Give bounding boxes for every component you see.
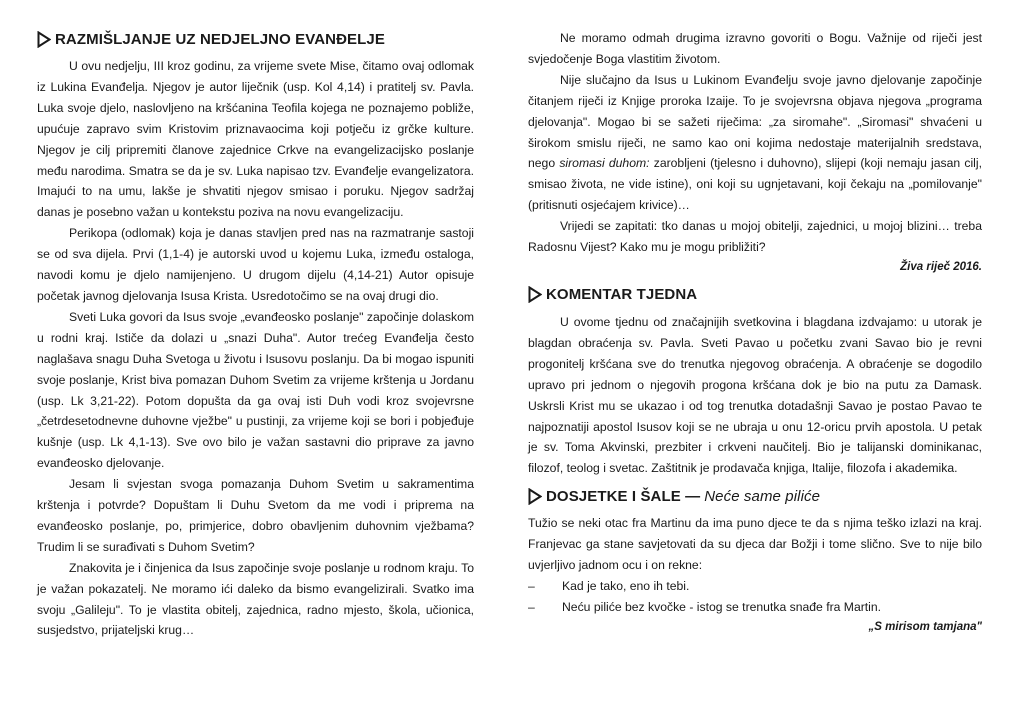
paragraph: Perikopa (odlomak) koja je danas stavljen pred nas na razmatranje sastoji se od sva dijela. Prvi (1,1-4) je autorski uvod u kojemu Luka, između ostaloga, navodi komu je djelo namijenjeno. U drugom dijelu (4,14-21) Autor opisuje početak javnog djelovanja Isusa Krista. Usredotočimo se na ovaj drugi dio. — [37, 226, 474, 303]
paragraph: Ne moramo odmah drugima izravno govoriti o Bogu. Važnije od riječi jest svjedočenje Boga vlastitim životom. — [528, 31, 982, 66]
paragraph: Jesam li svjestan svoga pomazanja Duhom Svetim u sakramentima krštenja i potvrde? Dopuštam li Duhu Svetom da me vodi i priprema na evanđeosko poslanje, po, primjerice, dobro obavljenim duhovnim vježbama? Trudim li se surađivati s Duhom Svetim? — [37, 477, 474, 554]
section-heading-weekly-comment — [528, 284, 982, 306]
heading-subtitle: Neće same piliće — [704, 487, 821, 505]
paragraph: Vrijedi se zapitati: tko danas u mojoj obitelji, zajednici, u mojoj blizini… treba Radosnu Vijest? Kako mu je mogu približiti? — [528, 219, 982, 255]
text-run: zarobljeni (tjelesno i duhovno), slijepi (koji nemaju jasan cilj, smisao života, ne vide istine), oni koji su ugnjetavani, koji čekaju na „pomilovanje" (pritisnuti osjećajem krivice)… — [528, 156, 982, 213]
paragraph — [528, 70, 982, 216]
dash-bullet: – — [528, 578, 535, 593]
triangle-right-icon — [528, 286, 542, 303]
dash-bullet: – — [528, 599, 535, 614]
left-column — [37, 28, 474, 641]
signature-source: Živa riječ 2016. — [900, 260, 982, 273]
heading-text: RAZMIŠLJANJE UZ NEDJELJNO EVANĐELJE — [55, 30, 385, 48]
triangle-right-icon — [37, 31, 51, 48]
signature-source: „S mirisom tamjana" — [868, 620, 982, 633]
heading-text: KOMENTAR TJEDNA — [546, 286, 698, 304]
text-run: Nije slučajno da Isus u Lukinom Evanđelju svoje javno djelovanje započinje čitanjem riječi iz Knjige proroka Izaije. To je svojevrsna objava njegova „programa djelovanja". Mogao bi se sažeti riječima: „za siromahe". „Siromasi" shvaćeni u širokom smislu riječi, ne samo kao oni kojima nedostaje materijalnih sredstava, nego — [528, 72, 982, 171]
triangle-right-icon — [528, 488, 542, 505]
list-item-text: Neću piliće bez kvočke - istog se trenutka snađe fra Martin. — [562, 599, 882, 614]
paragraph: Tužio se neki otac fra Martinu da ima puno djece te da s njima teško izlazi na kraj. Franjevac ga stane savjetovati da su djeca dar Božji i tome slično. Sve to nije bilo uvjerljivo jadnom ocu i on rekne: — [528, 516, 982, 573]
right-column — [528, 28, 982, 636]
paragraph: U ovu nedjelju, III kroz godinu, za vrijeme svete Mise, čitamo ovaj odlomak iz Lukina Evanđelja. Njegov je autor liječnik (usp. Kol 4,14) i pratitelj sv. Pavla. Luka svoje djelo, naslovljeno na kršćanina Teofila kojega ne poznajemo pobliže, upućuje zapravo svim Kristovim priznavaocima koji potječu iz grčke kulture. Njegov je cilj pripremiti članove zajednice Crkve na evangelizacijsko poslanje među narodima. Smatra se da je sv. Luka napisao tzv. Evanđelje evangelizatora. Imajući to na umu, lakše je shvatiti njegov smisao i poruku. Njegov sadržaj danas je posebno važan u kontekstu poziva na novu evangelizaciju. — [37, 59, 474, 220]
section-heading-jokes — [528, 485, 982, 507]
paragraph: Znakovita je i činjenica da Isus započinje svoje poslanje u rodnom kraju. To je važan pokazatelj. Ne moramo ići daleko da bismo evangelizirali. Svatko ima svoju „Galileju". To je vlastita obitelj, zajednica, radno mjesto, škola, učionica, susjedstvo, prijateljski krug… — [37, 560, 474, 638]
heading-text: DOSJETKE I ŠALE — — [546, 487, 701, 505]
italic-text: siromasi duhom: — [559, 156, 650, 171]
paragraph: U ovome tjednu od značajnijih svetkovina i blagdana izdvajamo: u utorak je blagdan obraćenja sv. Pavla. Sveti Pavao u početku zvani Savao bio je revni progonitelj kršćana sve do trenutka njegovog obraćenja. A obraćenje se dogodilo upravo pri jednom o njegovih progona kršćana dok je bio na putu za Damask. Uskrsli Krist mu se ukazao i od tog trenutka dotadašnji Savao je postao Pavao te najpoznatiji apostol Isusov koji se ne ubraja u onu 12-oricu prvih apostola. U petak je sv. Toma Akvinski, prezbiter i crkveni naučitelj. Bio je talijanski dominikanac, filozof, teolog i svetac. Zaštitnik je prodavača knjiga, Italije, filozofa i akademika. — [528, 314, 982, 476]
list-item — [528, 576, 982, 597]
paragraph: Sveti Luka govori da Isus svoje „evanđeosko poslanje" započinje dolaskom u rodni kraj. Ističe da dolazi u „snazi Duha". Autor trećeg Evanđelja često naglašava snagu Duha Svetoga u životu i Isusovu poslanju. Da bi mogao ispuniti svoje poslanje, Krist biva pomazan Duhom Svetim za vrijeme krštenja u Jordanu (usp. Lk 3,21-22). Potom dopušta da ga ovaj isti Duh vodi kroz svojevrsne „četrdesetodnevne duhovne vježbe" u pustinji, za vrijeme koji se bori i pobjeđuje kušnje (usp. Lk 4,1-13). Sve ovo bilo je važan sastavni dio priprave za javno evanđeosko djelovanje. — [37, 309, 474, 471]
section-heading-reflection — [37, 28, 474, 50]
list-item-text: Kad je tako, eno ih tebi. — [562, 578, 690, 593]
list-item — [528, 597, 982, 618]
